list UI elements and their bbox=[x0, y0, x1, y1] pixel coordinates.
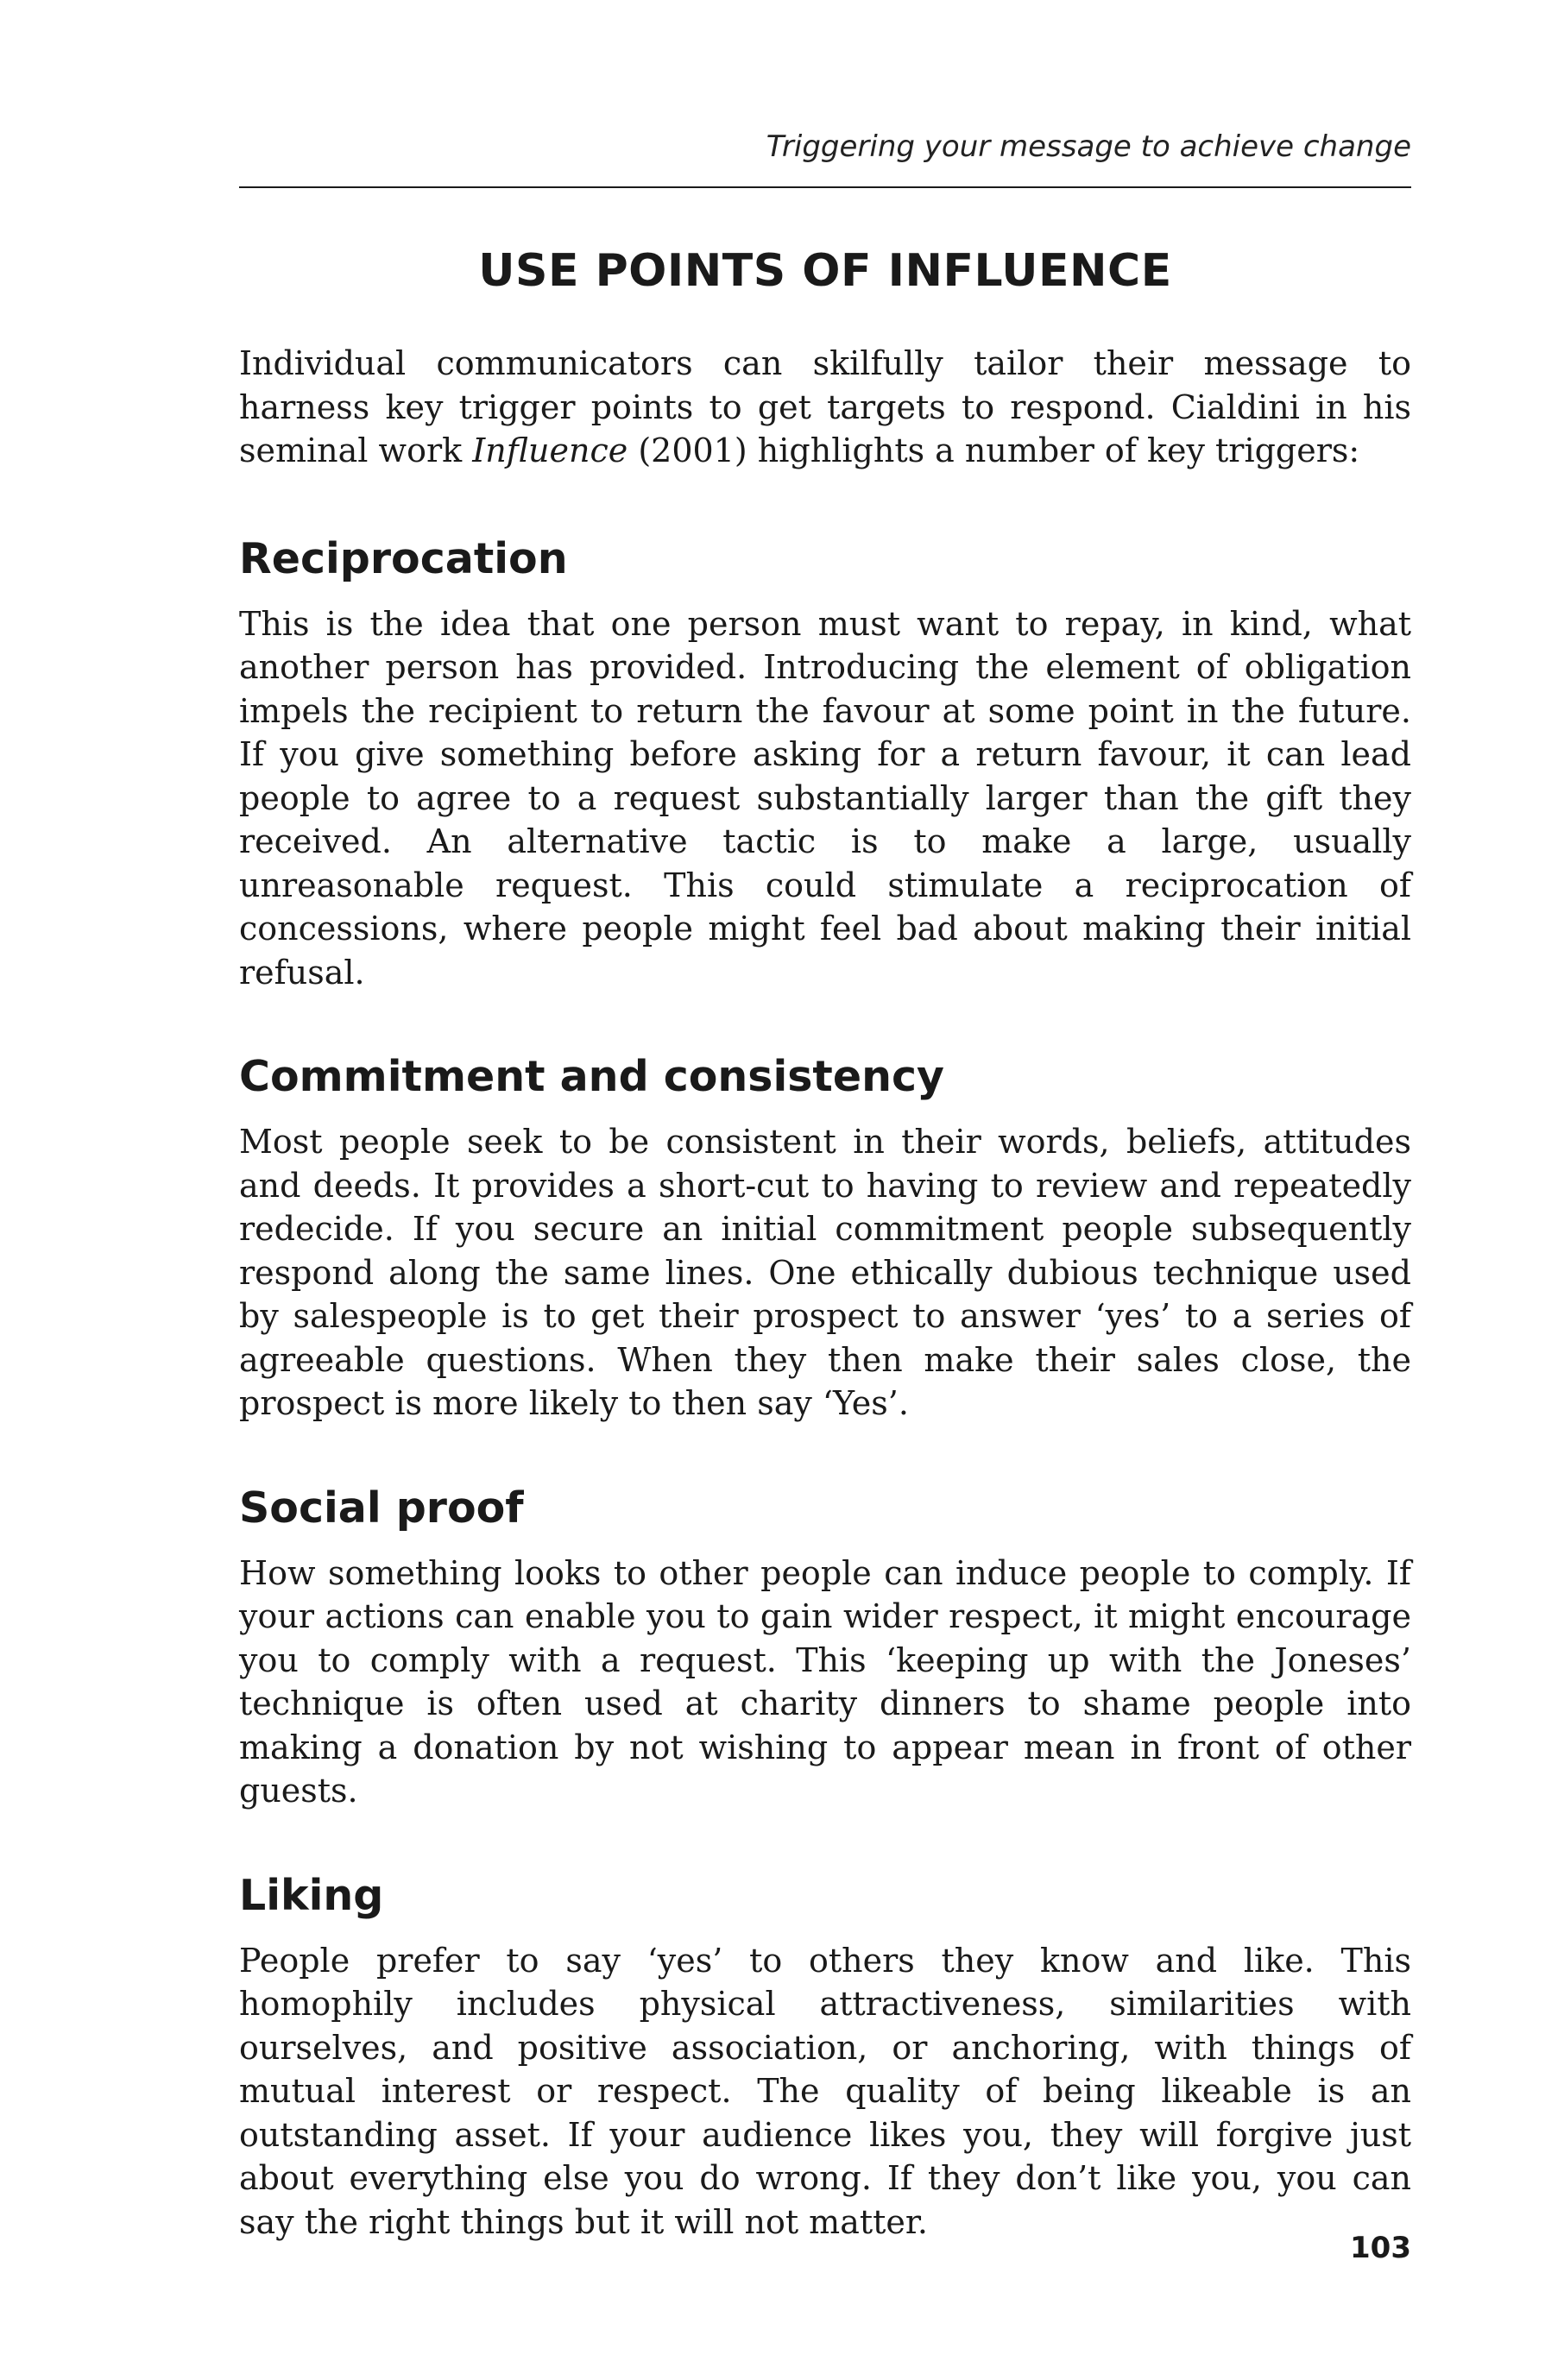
section-heading-reciprocation: Reciprocation bbox=[239, 533, 568, 583]
section-heading-commitment: Commitment and consistency bbox=[239, 1052, 944, 1101]
section-heading-liking: Liking bbox=[239, 1870, 384, 1920]
intro-text-part1: Individual communicators can skilfully tailor their message to harness key trigger points to get targets to respond. Cialdini in his seminal work bbox=[239, 344, 1411, 469]
section-body-commitment: Most people seek to be consistent in their words, beliefs, attitudes and deeds. It provides a short-cut to having to review and repeatedly redecide. If you secure an initial commitment people subsequently respond along the same lines. One ethically dubious technique used by salespeople is to get their prospect to answer ‘yes’ to a series of agreeable questions. When they then make their sales close, the prospect is more likely to then say ‘Yes’. bbox=[239, 1123, 1411, 1422]
chapter-title: USE POINTS OF INFLUENCE bbox=[478, 245, 1172, 297]
section-body-reciprocation: This is the idea that one person must want to repay, in kind, what another person has provided. Introducing the element of obligation impels the recipient to return the favour at some point in the future. If you give something before asking for a return favour, it can lead people to agree to a request substantially larger than the gift they received. An alternative tactic is to make a large, usually unreasonable request. This could stimulate a reciprocation of concessions, where people might feel bad about making their initial refusal. bbox=[239, 604, 1411, 992]
intro-text-part2: (2001) highlights a number of key triggers: bbox=[627, 431, 1360, 469]
page-content bbox=[239, 240, 1411, 2244]
section-body-social-proof: How something looks to other people can induce people to comply. If your actions can enable you to gain wider respect, it might encourage you to comply with a request. This ‘keeping up with the Joneses’ technique is often used at charity dinners to shame people into making a donation by not wishing to appear mean in front of other guests. bbox=[239, 1553, 1411, 1810]
page-number: 103 bbox=[1350, 2231, 1411, 2265]
book-page bbox=[239, 0, 1411, 2380]
section-heading-social-proof: Social proof bbox=[239, 1483, 524, 1533]
section-body-liking: People prefer to say ‘yes’ to others they know and like. This homophily includes physical attractiveness, similarities with ourselves, and positive association, or anchoring, with things of mutual interest or respect. The quality of being likeable is an outstanding asset. If your audience likes you, they will forgive just about everything else you do wrong. If they don’t like you, you can say the right things but it will not matter. bbox=[239, 1941, 1411, 2241]
book-title-influence: Influence bbox=[472, 431, 628, 469]
running-head: Triggering your message to achieve change bbox=[766, 129, 1411, 164]
intro-paragraph bbox=[239, 342, 1411, 473]
header-rule bbox=[239, 186, 1411, 188]
